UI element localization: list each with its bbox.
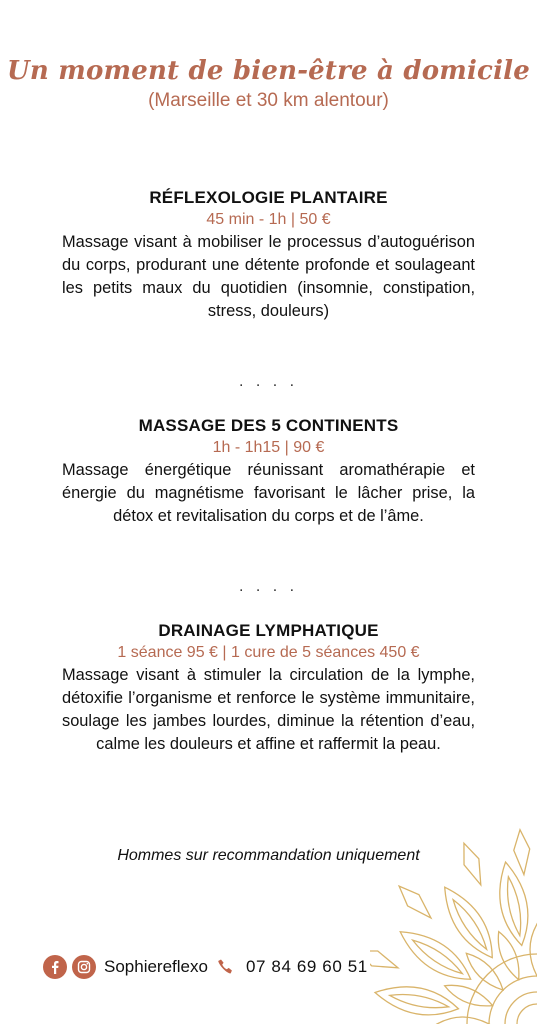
service-price: 1 séance 95 € | 1 cure de 5 séances 450 €	[117, 644, 420, 661]
mandala-decoration	[370, 825, 537, 1024]
service-title: RÉFLEXOLOGIE PLANTAIRE	[149, 188, 388, 207]
phone-number[interactable]: 07 84 69 60 51	[245, 957, 368, 976]
service-title: DRAINAGE LYMPHATIQUE	[158, 621, 379, 640]
page-title: Un moment de bien-être à domicile	[7, 56, 530, 86]
phone-icon	[216, 957, 236, 977]
service-description: Massage visant à stimuler la circulation de la lymphe, détoxifie l’organisme et renforce le système immunitaire, soulage les jambes lourdes, diminue la rétention d’eau, calme les douleurs et affine et raffermit la peau.	[62, 666, 475, 753]
instagram-icon[interactable]	[72, 955, 96, 979]
social-handle[interactable]: Sophiereflexo	[104, 957, 208, 976]
separator: . . . .	[238, 578, 299, 595]
page-subtitle: (Marseille et 30 km alentour)	[148, 90, 389, 111]
service-price: 1h - 1h15 | 90 €	[212, 439, 325, 456]
service-drainage-lymphatique	[62, 620, 475, 756]
recommendation-note: Hommes sur recommandation uniquement	[117, 847, 420, 864]
service-description: Massage énergétique réunissant aromathérapie et énergie du magnétisme favorisant le lâcher prise, la détox et revitalisation du corps et de l’âme.	[62, 461, 475, 525]
service-title: MASSAGE DES 5 CONTINENTS	[138, 416, 399, 435]
separator: . . . .	[238, 373, 299, 390]
service-description: Massage visant à mobiliser le processus d’autoguérison du corps, produrant une détente profonde et soulageant les petits maux du quotidien (insomnie, constipation, stress, douleurs)	[62, 233, 475, 320]
service-reflexologie	[62, 187, 475, 323]
contact-row	[43, 954, 368, 980]
facebook-icon[interactable]	[43, 955, 67, 979]
service-price: 45 min - 1h | 50 €	[206, 211, 331, 228]
service-massage-5-continents	[62, 415, 475, 528]
